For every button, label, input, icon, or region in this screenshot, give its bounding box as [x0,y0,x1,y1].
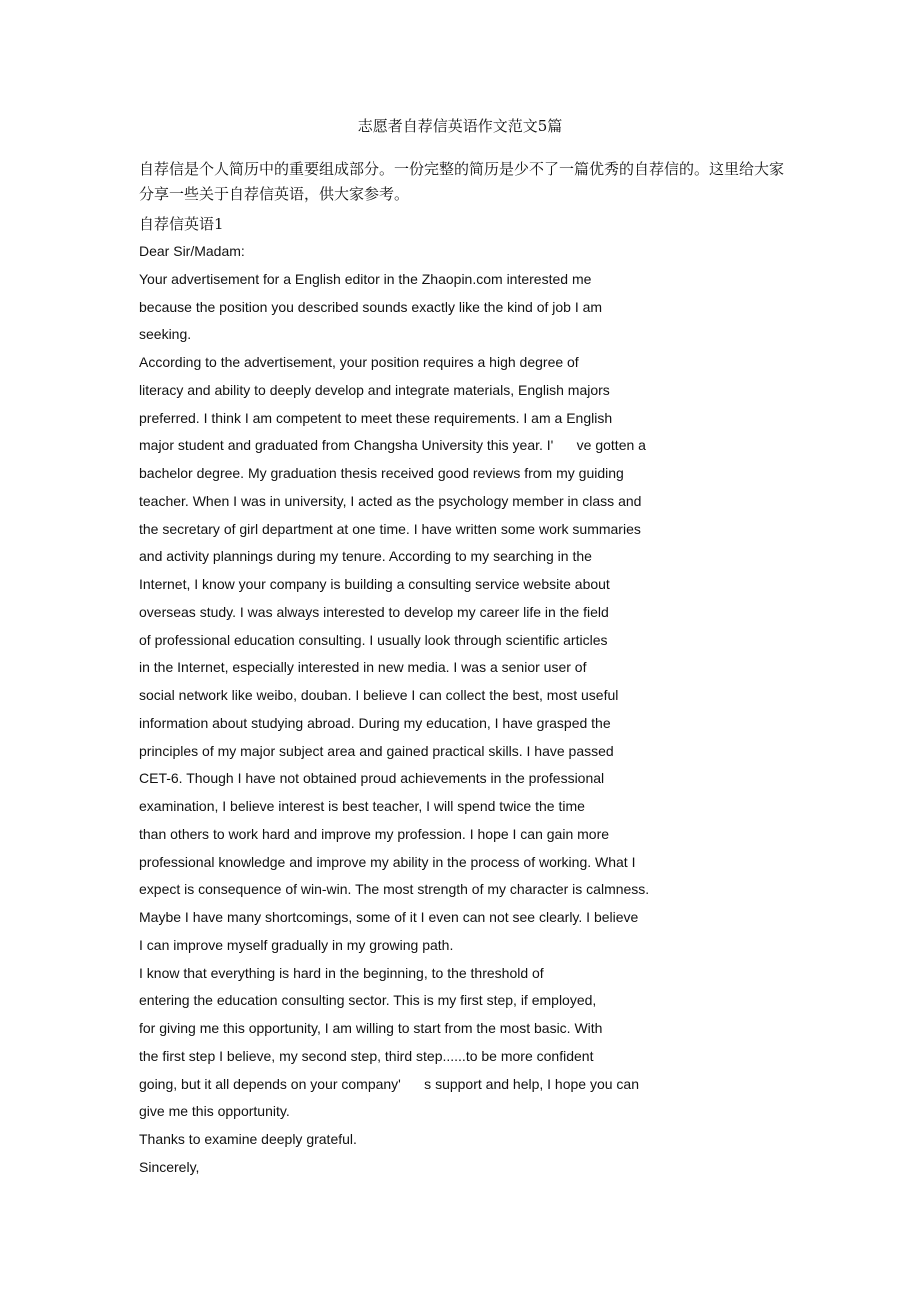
letter-line: the secretary of girl department at one time. I have written some work summaries [139,520,641,537]
letter-line: and activity plannings during my tenure. According to my searching in the [139,548,592,565]
letter-line: Internet, I know your company is building a consulting service website about [139,576,610,592]
letter-line: entering the education consulting sector. This is my first step, if employed, [139,992,597,1009]
letter-line: According to the advertisement, your position requires a high degree of [139,354,579,370]
letter-line: preferred. I think I am competent to meet these requirements. I am a English [139,409,613,426]
document-title: 志愿者自荐信英语作文范文5篇 [357,117,563,135]
intro-paragraph: 自荐信是个人简历中的重要组成部分。一份完整的简历是少不了一篇优秀的自荐信的。这里给大家分享一些关于自荐信英语，供大家参考。 [139,160,785,203]
letter-line: I know that everything is hard in the beginning, to the threshold of [139,964,544,981]
letter-line: overseas study. I was always interested to develop my career life in the field [139,603,609,620]
letter-line: bachelor degree. My graduation thesis received good reviews from my guiding [139,465,624,481]
letter-line: literacy and ability to deeply develop and integrate materials, English majors [139,381,610,398]
letter-line: social network like weibo, douban. I believe I can collect the best, most useful [139,687,619,703]
letter-line: major student and graduated from Changsha University this year. I' ve gotten a [139,437,646,454]
letter-line: CET-6. Though I have not obtained proud achievements in the professional [139,770,605,787]
letter-line: for giving me this opportunity, I am willing to start from the most basic. With [139,1020,603,1036]
letter-line: than others to work hard and improve my profession. I hope I can gain more [139,825,610,842]
letter-line: I can improve myself gradually in my growing path. [139,936,454,953]
letter-line: teacher. When I was in university, I acted as the psychology member in class and [139,492,642,509]
letter-line: Dear Sir/Madam: [139,243,245,259]
letter-line: Maybe I have many shortcomings, some of it I even can not see clearly. I believe [139,909,639,925]
section-heading: 自荐信英语1 [139,215,224,233]
letter-line: Your advertisement for a English editor in the Zhaopin.com interested me [139,270,592,287]
letter-line: professional knowledge and improve my ability in the process of working. What I [139,853,636,870]
letter-line: examination, I believe interest is best teacher, I will spend twice the time [139,798,585,814]
letter-line: expect is consequence of win-win. The most strength of my character is calmness. [139,881,650,898]
letter-body [139,241,739,1185]
letter-line: seeking. [139,326,192,343]
letter-line: Sincerely, [139,1158,200,1175]
letter-line: of professional education consulting. I usually look through scientific articles [139,631,608,648]
letter-line: information about studying abroad. During my education, I have grasped the [139,714,611,731]
letter-line: give me this opportunity. [139,1103,290,1120]
letter-line: going, but it all depends on your company' s support and help, I hope you can [139,1075,640,1092]
letter-line: because the position you described sounds exactly like the kind of job I am [139,298,603,315]
letter-line: in the Internet, especially interested in new media. I was a senior user of [139,659,587,676]
letter-line: principles of my major subject area and gained practical skills. I have passed [139,742,614,759]
letter-line: the first step I believe, my second step, third step......to be more confident [139,1047,594,1064]
letter-line: Thanks to examine deeply grateful. [139,1131,357,1147]
